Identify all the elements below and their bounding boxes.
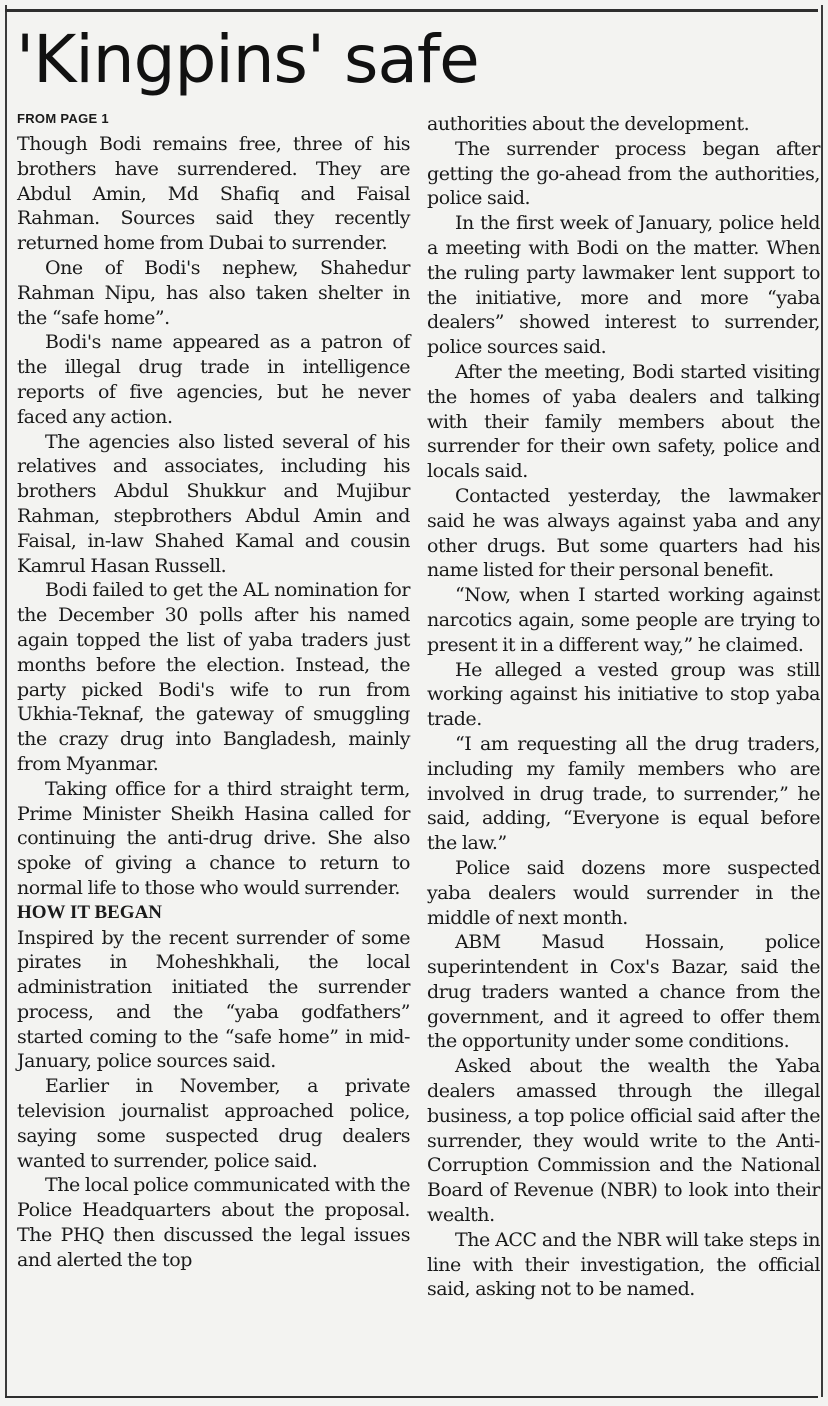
headline: 'Kingpins' safe bbox=[16, 21, 479, 98]
paragraph: He alleged a vested group was still working against his initiative to stop yaba trade. bbox=[427, 658, 820, 731]
paragraph: The agencies also listed several of his relatives and associates, including his brothers Abdul Shukkur and Mujibur Rahman, stepbrothers Abdul Amin and Faisal, in-law Shahed Kamal and cousin Kamrul Hasan Russell. bbox=[17, 430, 410, 577]
paragraph: Taking office for a third straight term, Prime Minister Sheikh Hasina called for continuing the anti-drug drive. She also spoke of giving a chance to return to normal life to those who would surrender. bbox=[17, 777, 410, 899]
top-rule bbox=[5, 9, 818, 12]
paragraph: “I am requesting all the drug traders, including my family members who are involved in drug trade, to surrender,” he said, adding, “Everyone is equal before the law.” bbox=[427, 732, 820, 855]
paragraph: The local police communicated with the Police Headquarters about the proposal. The PHQ then discussed the legal issues and alerted the top bbox=[17, 1174, 410, 1271]
paragraph: Bodi failed to get the AL nomination for the December 30 polls after his named again topped the list of yaba traders just months before the election. Instead, the party picked Bodi's wife to run from Ukhia-Teknaf, the gateway of smuggling the crazy drug into Bangladesh, mainly from Myanmar. bbox=[17, 579, 410, 775]
article-column-right bbox=[427, 106, 820, 1302]
from-page-label: FROM PAGE 1 bbox=[17, 111, 109, 126]
paragraph: The ACC and the NBR will take steps in line with their investigation, the official said, asking not to be named. bbox=[427, 1228, 820, 1301]
paragraph: After the meeting, Bodi started visiting the homes of yaba dealers and talking with their family members about the surrender for their own safety, police and locals said. bbox=[427, 360, 820, 483]
bottom-rule bbox=[5, 1396, 818, 1398]
paragraph: Asked about the wealth the Yaba dealers amassed through the illegal business, a top police official said after the surrender, they would write to the Anti-Corruption Commission and the National Board of Revenue (NBR) to look into their wealth. bbox=[427, 1055, 820, 1227]
paragraph: One of Bodi's nephew, Shahedur Rahman Nipu, has also taken shelter in the “safe home”. bbox=[17, 256, 410, 329]
paragraph: ABM Masud Hossain, police superintendent in Cox's Bazar, said the drug traders wanted a chance from the government, and it agreed to offer them the opportunity under some conditions. bbox=[427, 931, 820, 1053]
paragraph: The surrender process began after getting the go-ahead from the authorities, police said. bbox=[427, 137, 820, 210]
subhead: HOW IT BEGAN bbox=[17, 901, 163, 923]
paragraph: Though Bodi remains free, three of his brothers have surrendered. They are Abdul Amin, Md Shafiq and Faisal Rahman. Sources said they recently returned home from Dubai to surrender. bbox=[17, 133, 410, 255]
paragraph: In the first week of January, police held a meeting with Bodi on the matter. When the ruling party lawmaker lent support to the initiative, more and more “yaba dealers” showed interest to surrender, police sources said. bbox=[427, 212, 820, 359]
paragraph: Bodi's name appeared as a patron of the illegal drug trade in intelligence reports of five agencies, but he never faced any action. bbox=[17, 331, 410, 428]
paragraph: Earlier in November, a private television journalist approached police, saying some suspected drug dealers wanted to surrender, police said. bbox=[17, 1075, 410, 1172]
article-column-left bbox=[17, 106, 410, 1273]
paragraph: Contacted yesterday, the lawmaker said he was always against yaba and any other drugs. But some quarters had his name listed for their personal benefit. bbox=[427, 484, 820, 582]
paragraph: Police said dozens more suspected yaba dealers would surrender in the middle of next month. bbox=[427, 856, 820, 929]
paragraph: authorities about the development. bbox=[427, 113, 750, 135]
paragraph: Inspired by the recent surrender of some pirates in Moheshkhali, the local administration initiated the surrender process, and the “yaba godfathers” started coming to the “safe home” in mid-January, police sources said. bbox=[17, 926, 410, 1073]
paragraph: “Now, when I started working against narcotics again, some people are trying to present it in a different way,” he claimed. bbox=[427, 584, 820, 656]
